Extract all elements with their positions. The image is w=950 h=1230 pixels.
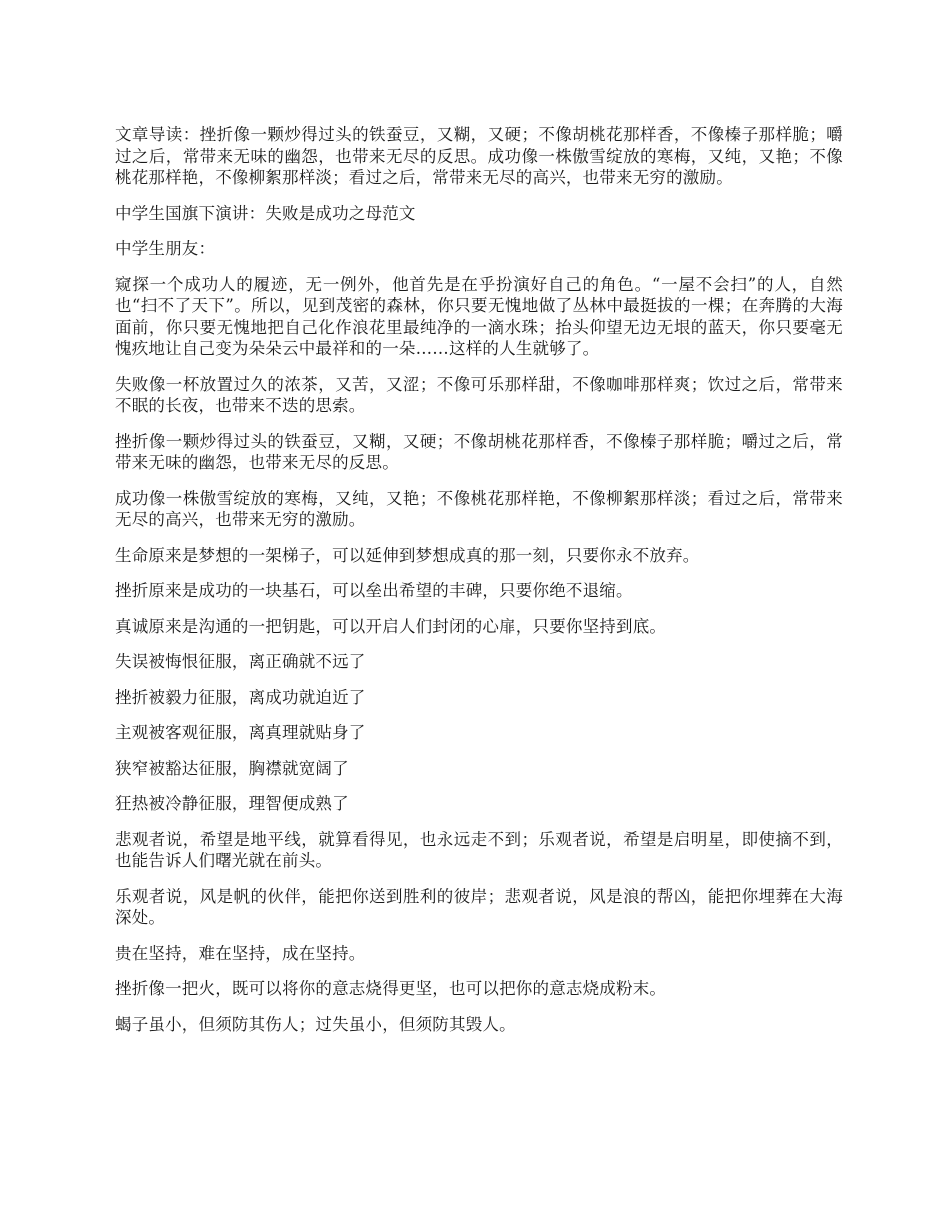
body-paragraph: 挫折像一颗炒得过头的铁蚕豆，又糊，又硬；不像胡桃花那样香，不像榛子那样脆；嚼过之后，常带来无味的幽怨，也带来无尽的反思。 [115, 431, 843, 472]
body-paragraph: 乐观者说，风是帆的伙伴，能把你送到胜利的彼岸；悲观者说，风是浪的帮凶，能把你埋葬在大海深处。 [115, 886, 843, 927]
body-paragraph: 悲观者说，希望是地平线，就算看得见，也永远走不到；乐观者说，希望是启明星，即使摘不到，也能告诉人们曙光就在前头。 [115, 829, 843, 870]
intro-paragraph: 文章导读：挫折像一颗炒得过头的铁蚕豆，又糊，又硬；不像胡桃花那样香，不像榛子那样脆；嚼过之后，常带来无味的幽怨，也带来无尽的反思。成功像一株傲雪绽放的寒梅，又纯，又艳；不像桃花那样艳，不像柳絮那样淡；看过之后，常带来无尽的高兴，也带来无穷的激励。 [115, 125, 843, 187]
body-paragraph: 真诚原来是沟通的一把钥匙，可以开启人们封闭的心扉，只要你坚持到底。 [115, 616, 667, 636]
body-paragraph: 成功像一株傲雪绽放的寒梅，又纯，又艳；不像桃花那样艳，不像柳絮那样淡；看过之后，常带来无尽的高兴，也带来无穷的激励。 [115, 488, 843, 529]
body-paragraph: 窥探一个成功人的履迹，无一例外，他首先是在乎扮演好自己的角色。“一屋不会扫”的人，自然也“扫不了天下”。所以，见到茂密的森林，你只要无愧地做了丛林中最挺拔的一棵；在奔腾的大海面前，你只要无愧地把自己化作浪花里最纯净的一滴水珠；抬头仰望无边无垠的蓝天，你只要毫无愧疚地让自己变为朵朵云中最祥和的一朵……这样的人生就够了。 [115, 274, 843, 358]
body-paragraph: 主观被客观征服，离真理就贴身了 [115, 723, 366, 742]
body-paragraph: 挫折被毅力征服，离成功就迫近了 [115, 687, 366, 707]
document-body [115, 124, 843, 1049]
body-paragraph: 失误被悔恨征服，离正确就不远了 [115, 652, 366, 671]
body-paragraph: 挫折像一把火，既可以将你的意志烧得更坚，也可以把你的意志烧成粉末。 [115, 979, 667, 998]
body-paragraph: 贵在坚持，难在坚持，成在坚持。 [115, 943, 366, 963]
body-paragraph: 蝎子虽小，但须防其伤人；过失虽小，但须防其毁人。 [115, 1014, 516, 1034]
body-paragraph: 狭窄被豁达征服，胸襟就宽阔了 [115, 758, 349, 778]
salutation: 中学生朋友： [115, 239, 216, 258]
speech-title: 中学生国旗下演讲：失败是成功之母范文 [115, 203, 416, 223]
body-paragraph: 失败像一杯放置过久的浓茶，又苦，又涩；不像可乐那样甜，不像咖啡那样爽；饮过之后，常带来不眠的长夜，也带来不迭的思索。 [115, 374, 843, 415]
body-paragraph: 狂热被冷静征服，理智便成熟了 [115, 794, 349, 813]
body-paragraph: 生命原来是梦想的一架梯子，可以延伸到梦想成真的那一刻，只要你永不放弃。 [115, 545, 700, 565]
body-paragraph: 挫折原来是成功的一块基石，可以垒出希望的丰碑，只要你绝不退缩。 [115, 581, 633, 600]
